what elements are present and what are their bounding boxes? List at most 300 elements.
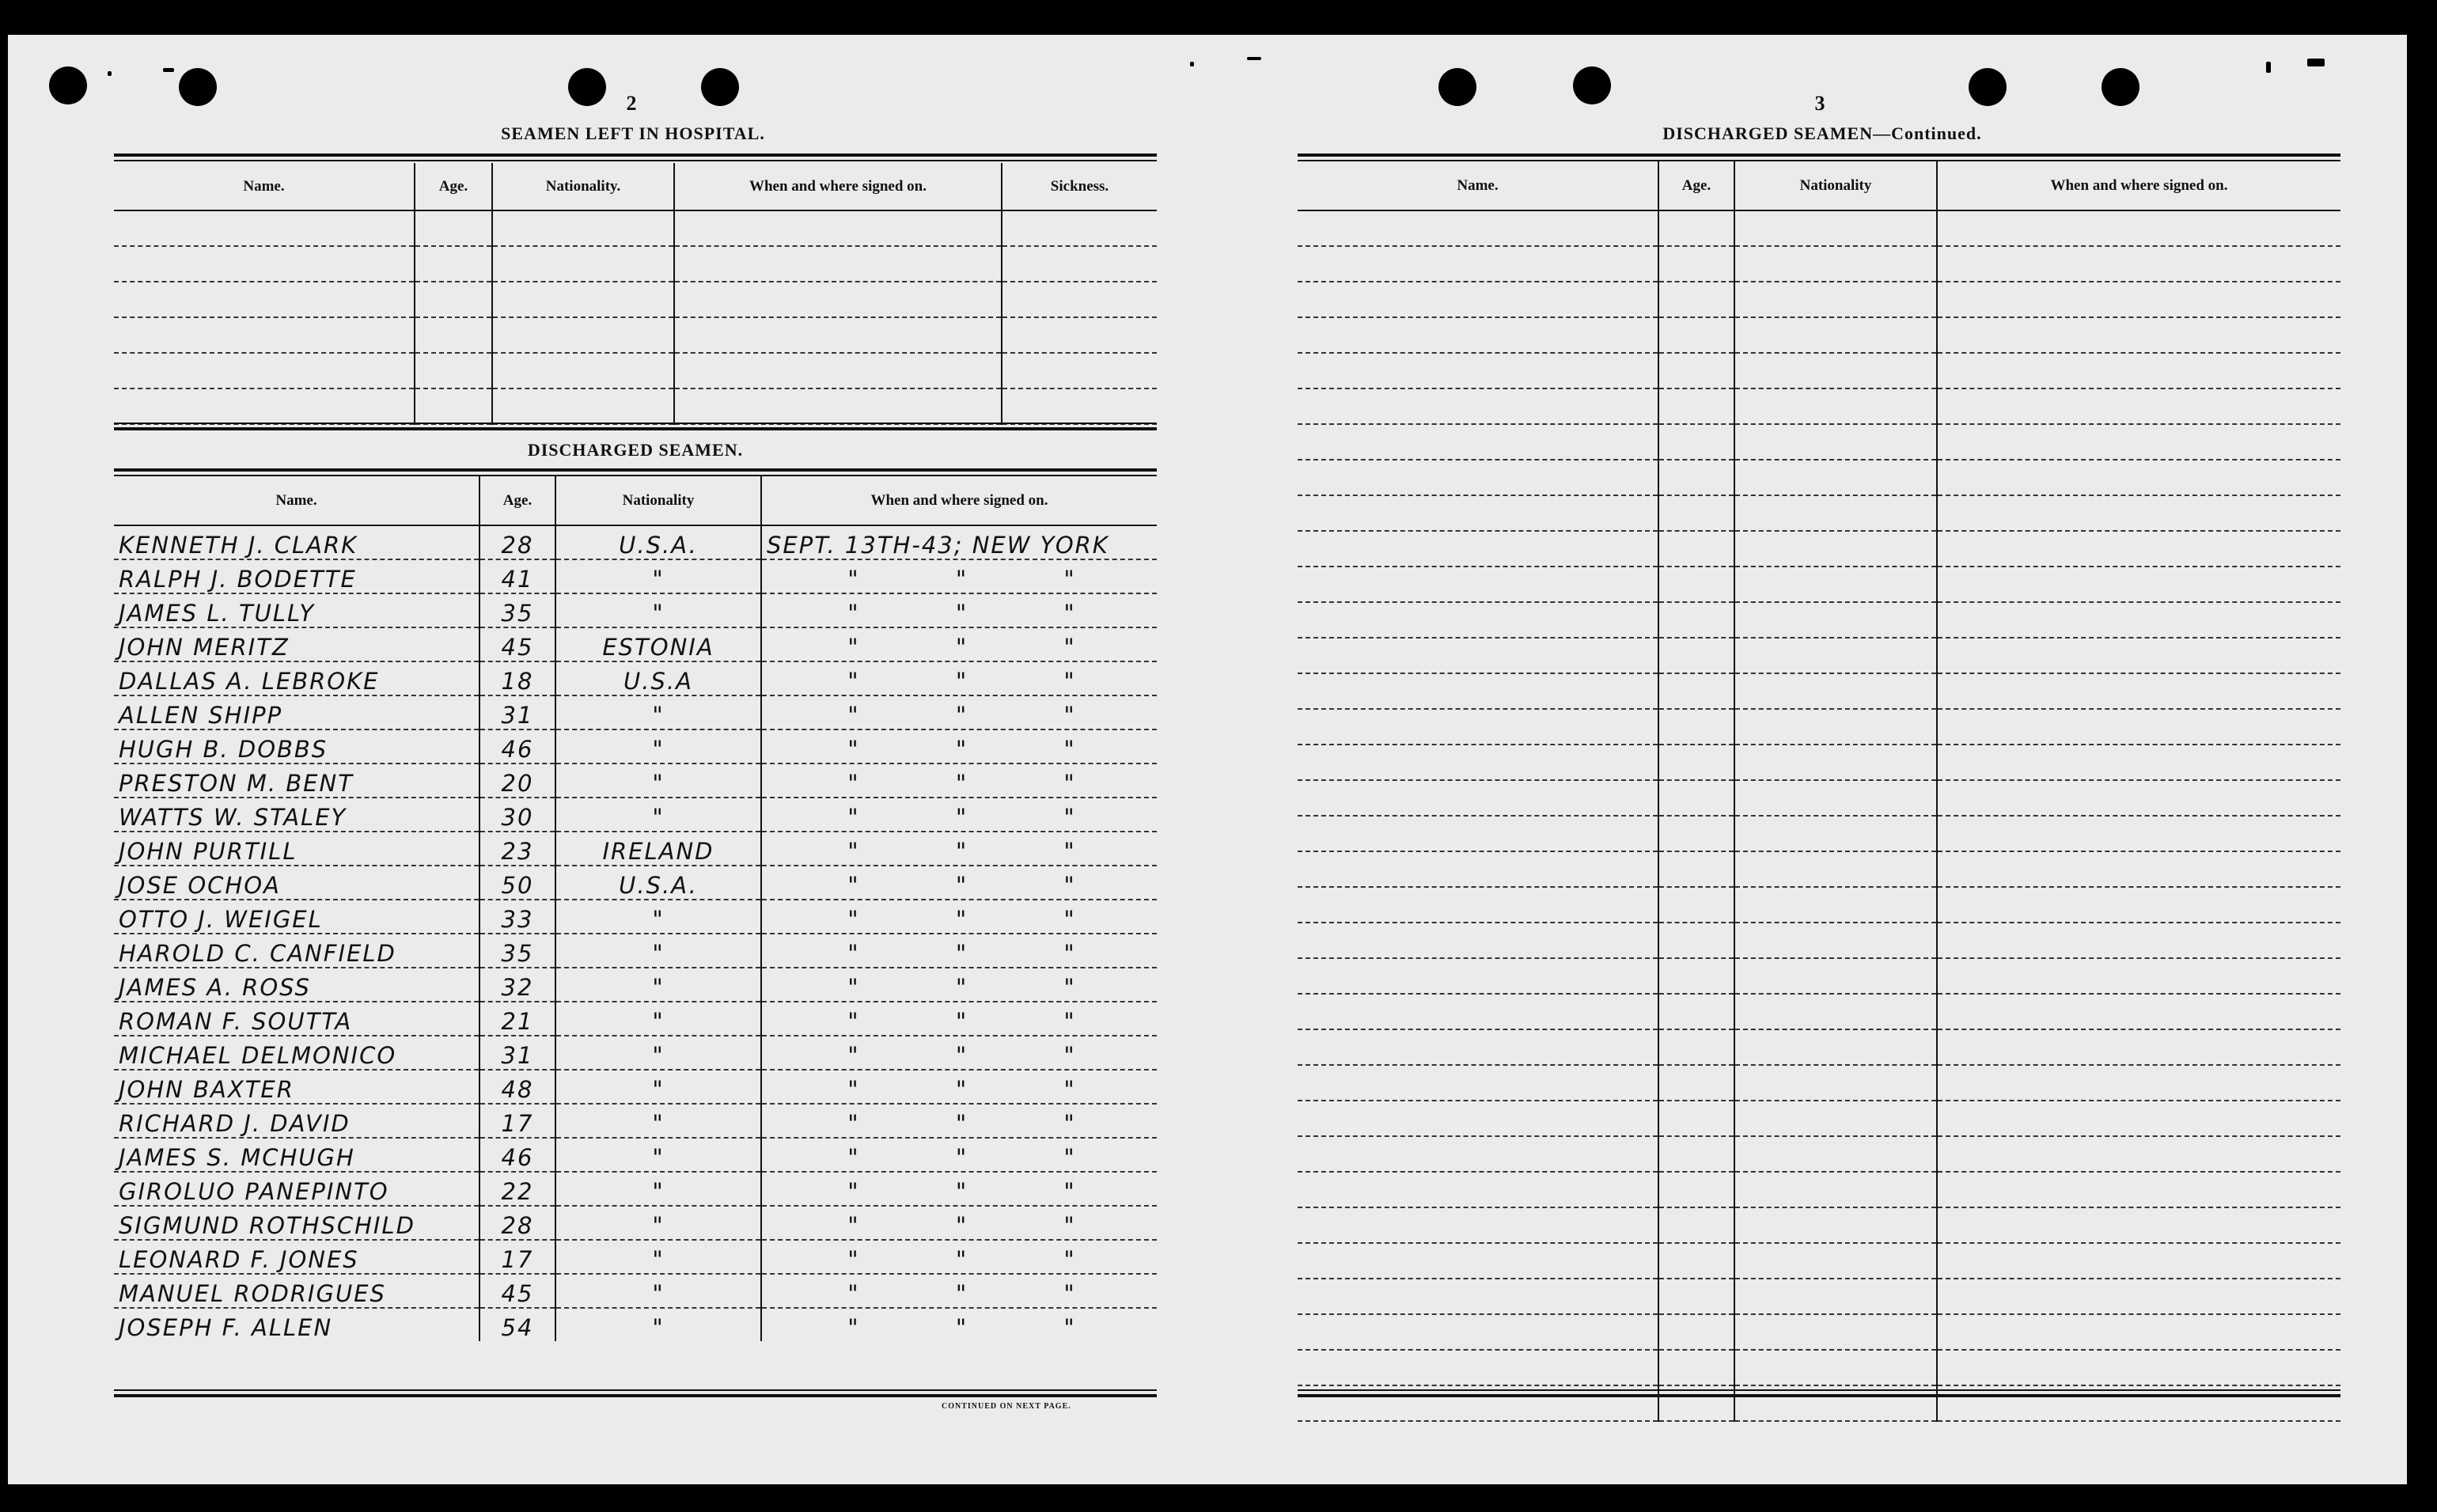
right-page-title: DISCHARGED SEAMEN—Continued. (1662, 123, 1982, 143)
seaman-age: 23 (479, 832, 555, 866)
seaman-name: OTTO J. WEIGEL (114, 900, 479, 934)
table-row (1298, 388, 2340, 424)
seaman-nationality: U.S.A (555, 661, 761, 695)
seaman-nationality: ESTONIA (555, 627, 761, 661)
empty-cell (114, 210, 415, 246)
empty-cell (1658, 1243, 1734, 1279)
discharged-section-title: DISCHARGED SEAMEN. (527, 440, 744, 460)
empty-cell (492, 246, 674, 282)
empty-cell (1734, 1101, 1937, 1136)
empty-cell (1298, 460, 1658, 495)
seaman-name: JAMES S. MCHUGH (114, 1138, 479, 1172)
col-header-nationality: Nationality (555, 476, 761, 525)
seaman-signed-on: " " " (761, 1104, 1157, 1138)
empty-cell (1002, 210, 1157, 246)
empty-cell (1937, 745, 2340, 780)
seaman-nationality: U.S.A. (555, 866, 761, 900)
table-row (114, 525, 1157, 559)
seaman-signed-on: " " " (761, 1274, 1157, 1308)
table-row (1298, 1029, 2340, 1065)
table-row (114, 729, 1157, 764)
seaman-name: LEONARD F. JONES (114, 1240, 479, 1274)
table-row (1298, 709, 2340, 745)
empty-cell (1937, 673, 2340, 709)
rule (1298, 1389, 2340, 1391)
empty-cell (1937, 602, 2340, 638)
seaman-nationality: " (555, 1206, 761, 1240)
empty-cell (1298, 638, 1658, 673)
table-row (1298, 1314, 2340, 1350)
table-row (114, 661, 1157, 695)
empty-cell (1658, 1101, 1734, 1136)
empty-cell (674, 317, 1002, 353)
rule (114, 1394, 1157, 1397)
table-row (1298, 958, 2340, 994)
speck (163, 68, 174, 72)
table-row (114, 282, 1157, 317)
table-row (1298, 923, 2340, 958)
empty-cell (1734, 1243, 1937, 1279)
empty-cell (1734, 353, 1937, 388)
empty-cell (1734, 923, 1937, 958)
empty-cell (1734, 1207, 1937, 1243)
empty-cell (1658, 994, 1734, 1029)
seaman-name: MICHAEL DELMONICO (114, 1036, 479, 1070)
discharged-table (114, 476, 1157, 1341)
seaman-name: JOSE OCHOA (114, 866, 479, 900)
empty-cell (1658, 1029, 1734, 1065)
seaman-signed-on: " " " (761, 900, 1157, 934)
seaman-signed-on: " " " (761, 1138, 1157, 1172)
empty-cell (1734, 780, 1937, 816)
empty-cell (1658, 1136, 1734, 1172)
empty-cell (1298, 282, 1658, 317)
table-row (1298, 816, 2340, 851)
table-row (1298, 424, 2340, 460)
seaman-age: 46 (479, 1138, 555, 1172)
continued-note: CONTINUED ON NEXT PAGE. (942, 1402, 1071, 1411)
empty-cell (1937, 1136, 2340, 1172)
seaman-age: 30 (479, 798, 555, 832)
empty-cell (114, 353, 415, 388)
table-row (1298, 1065, 2340, 1101)
seaman-nationality: " (555, 559, 761, 593)
empty-cell (674, 246, 1002, 282)
empty-cell (1734, 460, 1937, 495)
hospital-section-title: SEAMEN LEFT IN HOSPITAL. (501, 123, 765, 143)
seaman-name: WATTS W. STALEY (114, 798, 479, 832)
seaman-name: JOHN MERITZ (114, 627, 479, 661)
empty-cell (1937, 353, 2340, 388)
table-row (114, 1036, 1157, 1070)
empty-cell (1298, 994, 1658, 1029)
rule (1298, 1394, 2340, 1397)
col-header-age: Age. (415, 163, 492, 210)
table-row (114, 968, 1157, 1002)
table-row (1298, 602, 2340, 638)
empty-cell (1658, 1314, 1734, 1350)
empty-cell (1298, 424, 1658, 460)
empty-cell (1734, 246, 1937, 282)
document-sheet (8, 35, 2407, 1484)
empty-cell (1734, 673, 1937, 709)
col-header-name: Name. (114, 476, 479, 525)
seaman-nationality: " (555, 764, 761, 798)
empty-cell (1734, 958, 1937, 994)
empty-cell (1298, 388, 1658, 424)
empty-cell (1298, 210, 1658, 246)
empty-cell (1734, 424, 1937, 460)
seaman-name: JOSEPH F. ALLEN (119, 1314, 333, 1341)
seaman-nationality: " (555, 900, 761, 934)
table-row (114, 900, 1157, 934)
seaman-age: 45 (479, 627, 555, 661)
table-row (1298, 1243, 2340, 1279)
empty-cell (1658, 1207, 1734, 1243)
empty-cell (1937, 567, 2340, 602)
table-row (1298, 495, 2340, 531)
empty-cell (1937, 1029, 2340, 1065)
empty-cell (1658, 851, 1734, 887)
empty-cell (1937, 317, 2340, 353)
table-row (114, 593, 1157, 627)
seaman-signed-on: " " " (761, 1002, 1157, 1036)
seaman-signed-on: " " " (761, 1172, 1157, 1206)
empty-cell (1298, 709, 1658, 745)
empty-cell (1298, 780, 1658, 816)
seaman-nationality: " (555, 1308, 761, 1341)
rule (114, 423, 1157, 424)
col-header-name: Name. (1298, 161, 1658, 210)
empty-cell (1734, 994, 1937, 1029)
seaman-age: 54 (479, 1308, 555, 1341)
seaman-age: 31 (479, 695, 555, 729)
empty-cell (1298, 958, 1658, 994)
table-row (114, 695, 1157, 729)
empty-cell (1298, 602, 1658, 638)
rule (114, 160, 1157, 161)
empty-cell (1298, 1207, 1658, 1243)
empty-cell (1298, 353, 1658, 388)
seaman-signed-on: " " " (761, 695, 1157, 729)
seaman-name: HUGH B. DOBBS (114, 729, 479, 764)
table-row (1298, 282, 2340, 317)
empty-cell (1937, 958, 2340, 994)
table-row (114, 1104, 1157, 1138)
table-row (1298, 673, 2340, 709)
empty-cell (1937, 780, 2340, 816)
seaman-age: 17 (479, 1240, 555, 1274)
seaman-signed-on: " " " (761, 968, 1157, 1002)
col-header-signed-on: When and where signed on. (1937, 161, 2340, 210)
empty-cell (1298, 1065, 1658, 1101)
table-row (1298, 460, 2340, 495)
punch-hole (1969, 68, 2007, 106)
empty-cell (1734, 282, 1937, 317)
seaman-nationality: " (555, 1002, 761, 1036)
empty-cell (1937, 1350, 2340, 1385)
empty-cell (674, 210, 1002, 246)
empty-cell (1937, 1279, 2340, 1314)
empty-cell (1734, 1350, 1937, 1385)
empty-cell (1937, 887, 2340, 923)
empty-cell (1734, 1029, 1937, 1065)
empty-cell (415, 246, 492, 282)
empty-cell (1937, 531, 2340, 567)
empty-cell (1937, 1243, 2340, 1279)
seaman-name: ALLEN SHIPP (114, 695, 479, 729)
col-header-nationality: Nationality (1734, 161, 1937, 210)
col-header-signed-on: When and where signed on. (674, 163, 1002, 210)
col-header-nationality: Nationality. (492, 163, 674, 210)
punch-hole (2102, 68, 2139, 106)
seaman-nationality: " (555, 934, 761, 968)
empty-cell (1658, 317, 1734, 353)
empty-cell (1658, 1350, 1734, 1385)
empty-cell (1658, 780, 1734, 816)
empty-cell (1734, 210, 1937, 246)
empty-cell (1734, 1136, 1937, 1172)
seaman-name: JAMES L. TULLY (114, 593, 479, 627)
empty-cell (492, 282, 674, 317)
table-row (1298, 851, 2340, 887)
empty-cell (492, 317, 674, 353)
empty-cell (1002, 246, 1157, 282)
empty-cell (1658, 1279, 1734, 1314)
seaman-name: SIGMUND ROTHSCHILD (114, 1206, 479, 1240)
empty-cell (1298, 246, 1658, 282)
seaman-nationality: " (555, 593, 761, 627)
empty-cell (1658, 1065, 1734, 1101)
table-row (1298, 317, 2340, 353)
seaman-signed-on: " " " (761, 627, 1157, 661)
seaman-signed-on: " " " (761, 661, 1157, 695)
seaman-age: 33 (479, 900, 555, 934)
seaman-nationality: " (555, 1036, 761, 1070)
table-row (114, 1002, 1157, 1036)
punch-hole (49, 66, 87, 104)
empty-cell (1937, 709, 2340, 745)
seaman-age: 32 (479, 968, 555, 1002)
seaman-signed-on: " " " (761, 1240, 1157, 1274)
empty-cell (1734, 851, 1937, 887)
table-row (1298, 1279, 2340, 1314)
empty-cell (1658, 1172, 1734, 1207)
empty-cell (1658, 923, 1734, 958)
hospital-table (114, 163, 1157, 425)
rule (114, 468, 1157, 472)
seaman-age: 22 (479, 1172, 555, 1206)
empty-cell (415, 353, 492, 388)
seaman-signed-on: " " " (761, 593, 1157, 627)
empty-cell (1658, 531, 1734, 567)
seaman-signed-on: " " " (761, 1036, 1157, 1070)
empty-cell (1734, 1314, 1937, 1350)
seaman-nationality: U.S.A. (555, 525, 761, 559)
empty-cell (1658, 602, 1734, 638)
table-row (114, 1240, 1157, 1274)
empty-cell (114, 388, 415, 424)
empty-cell (1937, 1207, 2340, 1243)
seaman-age: 45 (479, 1274, 555, 1308)
empty-cell (1937, 638, 2340, 673)
empty-cell (1658, 673, 1734, 709)
empty-cell (1658, 887, 1734, 923)
empty-cell (415, 388, 492, 424)
table-row (114, 798, 1157, 832)
table-row (114, 353, 1157, 388)
page-number-left: 2 (626, 92, 637, 115)
speck (2307, 59, 2325, 66)
empty-cell (1734, 887, 1937, 923)
empty-cell (114, 282, 415, 317)
empty-cell (1937, 994, 2340, 1029)
seaman-age: 20 (479, 764, 555, 798)
seaman-signed-on: " " " (761, 866, 1157, 900)
table-row (1298, 1136, 2340, 1172)
empty-cell (1298, 673, 1658, 709)
empty-cell (1298, 1314, 1658, 1350)
table-row (114, 1172, 1157, 1206)
seaman-age: 21 (479, 1002, 555, 1036)
col-header-signed-on: When and where signed on. (761, 476, 1157, 525)
empty-cell (1734, 567, 1937, 602)
empty-cell (1298, 1136, 1658, 1172)
seaman-nationality: " (555, 1104, 761, 1138)
seaman-name: RALPH J. BODETTE (114, 559, 479, 593)
table-row (1298, 246, 2340, 282)
seaman-name: PRESTON M. BENT (114, 764, 479, 798)
empty-cell (1734, 638, 1937, 673)
table-row (1298, 1172, 2340, 1207)
seaman-nationality: " (555, 1172, 761, 1206)
table-row (1298, 1350, 2340, 1385)
table-row (1298, 210, 2340, 246)
table-row (114, 1274, 1157, 1308)
table-row (114, 1070, 1157, 1104)
empty-cell (1658, 638, 1734, 673)
seaman-nationality: " (555, 729, 761, 764)
col-header-age: Age. (1658, 161, 1734, 210)
col-header-age: Age. (479, 476, 555, 525)
seaman-age: 35 (479, 593, 555, 627)
rule (1298, 153, 2340, 157)
seaman-nationality: " (555, 1240, 761, 1274)
seaman-nationality: " (555, 798, 761, 832)
empty-cell (1658, 460, 1734, 495)
empty-cell (674, 282, 1002, 317)
table-row (114, 866, 1157, 900)
table-row (1298, 745, 2340, 780)
seaman-name: ROMAN F. SOUTTA (114, 1002, 479, 1036)
empty-cell (1734, 388, 1937, 424)
table-row (1298, 887, 2340, 923)
empty-cell (1298, 851, 1658, 887)
seaman-name: JAMES A. ROSS (114, 968, 479, 1002)
rule (114, 153, 1157, 157)
empty-cell (674, 353, 1002, 388)
table-row (1298, 567, 2340, 602)
table-row (114, 764, 1157, 798)
empty-cell (1658, 210, 1734, 246)
seaman-age: 17 (479, 1104, 555, 1138)
empty-cell (674, 388, 1002, 424)
seaman-age: 50 (479, 866, 555, 900)
seaman-name: KENNETH J. CLARK (114, 525, 479, 559)
empty-cell (492, 210, 674, 246)
table-row (114, 627, 1157, 661)
empty-cell (1937, 1065, 2340, 1101)
seaman-age: 31 (479, 1036, 555, 1070)
empty-cell (1658, 282, 1734, 317)
seaman-name: MANUEL RODRIGUES (114, 1274, 479, 1308)
table-row (114, 317, 1157, 353)
table-row (114, 210, 1157, 246)
table-row (114, 832, 1157, 866)
table-row (1298, 1101, 2340, 1136)
empty-cell (1734, 531, 1937, 567)
table-row (114, 1206, 1157, 1240)
empty-cell (1298, 317, 1658, 353)
empty-cell (1298, 567, 1658, 602)
table-row (1298, 353, 2340, 388)
empty-cell (1937, 923, 2340, 958)
continued-table (1298, 161, 2340, 1422)
empty-cell (1298, 1029, 1658, 1065)
seaman-age: 46 (479, 729, 555, 764)
seaman-age: 18 (479, 661, 555, 695)
empty-cell (1734, 816, 1937, 851)
empty-cell (114, 246, 415, 282)
empty-cell (1658, 816, 1734, 851)
empty-cell (1937, 246, 2340, 282)
speck (108, 71, 112, 76)
seaman-age: 28 (479, 525, 555, 559)
empty-cell (1734, 1172, 1937, 1207)
empty-cell (1937, 210, 2340, 246)
seaman-age: 48 (479, 1070, 555, 1104)
table-row (114, 388, 1157, 424)
seaman-signed-on: " " " (761, 798, 1157, 832)
seaman-signed-on: " " " (761, 559, 1157, 593)
empty-cell (1002, 282, 1157, 317)
rule (114, 427, 1157, 430)
table-row (1298, 780, 2340, 816)
empty-cell (1298, 495, 1658, 531)
empty-cell (1937, 460, 2340, 495)
punch-hole (179, 68, 217, 106)
empty-cell (1298, 887, 1658, 923)
empty-cell (1298, 1350, 1658, 1385)
speck (1190, 62, 1194, 66)
table-row (1298, 638, 2340, 673)
empty-cell (1002, 388, 1157, 424)
col-header-name: Name. (114, 163, 415, 210)
seaman-age: 35 (479, 934, 555, 968)
empty-cell (1734, 602, 1937, 638)
seaman-nationality: " (555, 695, 761, 729)
empty-cell (1937, 388, 2340, 424)
seaman-signed-on: SEPT. 13TH-43; NEW YORK (761, 525, 1157, 559)
seaman-name: GIROLUO PANEPINTO (114, 1172, 479, 1206)
seaman-signed-on: " " " (761, 832, 1157, 866)
table-row (114, 1138, 1157, 1172)
empty-cell (1002, 317, 1157, 353)
empty-cell (114, 317, 415, 353)
empty-cell (1658, 246, 1734, 282)
seaman-nationality: " (555, 968, 761, 1002)
empty-cell (1658, 388, 1734, 424)
